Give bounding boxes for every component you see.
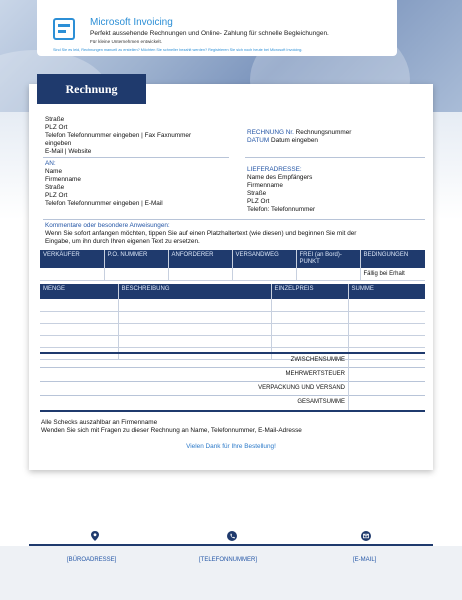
description-cell[interactable] xyxy=(118,323,271,335)
total-cell[interactable] xyxy=(348,323,425,335)
to-street[interactable]: Straße xyxy=(45,184,65,191)
terms-cell[interactable]: Fällig bei Erhalt xyxy=(360,268,425,280)
order-info-table xyxy=(40,250,425,281)
unit-price-cell[interactable] xyxy=(271,311,348,323)
ship-label: LIEFERADRESSE: xyxy=(247,166,302,173)
ship-phone[interactable]: Telefon: Telefonnummer xyxy=(247,206,316,213)
total-cell[interactable] xyxy=(348,299,425,311)
invoice-number-label: RECHNUNG Nr. xyxy=(247,129,294,136)
description-cell[interactable] xyxy=(118,335,271,347)
brand-tagline: Perfekt aussehende Rechnungen und Online- Zahlung für schnelle Begleichungen. xyxy=(90,30,329,37)
totals-column-divider xyxy=(348,355,349,411)
total-cell[interactable] xyxy=(348,311,425,323)
table-row xyxy=(40,268,425,280)
tax-label: MEHRWERTSTEUER xyxy=(285,371,345,377)
totals-bottom-divider xyxy=(40,410,425,412)
email-icon xyxy=(361,531,371,541)
order-header-row xyxy=(40,250,425,268)
divider xyxy=(245,157,425,158)
invoice-number-row xyxy=(247,129,351,137)
comments-line-1[interactable]: Wenn Sie sofort anfangen möchten, tippen Sie auf einen Platzhaltertext (wie diesen) und beginnen Sie mit der xyxy=(45,230,357,237)
seller-cell[interactable] xyxy=(40,268,104,280)
items-header-row xyxy=(40,284,425,299)
ship-street[interactable]: Straße xyxy=(247,190,267,197)
to-name[interactable]: Name xyxy=(45,168,63,175)
shipping-method-cell[interactable] xyxy=(232,268,296,280)
brand-name: Microsoft Invoicing xyxy=(90,17,173,28)
header-unit-price: EINZELPREIS xyxy=(271,284,348,299)
thank-you-message: Vielen Dank für Ihre Bestellung! xyxy=(186,443,276,450)
footer-divider xyxy=(29,544,433,546)
quantity-cell[interactable] xyxy=(40,323,118,335)
items-table xyxy=(40,284,425,360)
ship-company[interactable]: Firmenname xyxy=(247,182,283,189)
header-shipping-method: VERSANDWEG xyxy=(232,250,296,268)
comments-label: Kommentare oder besondere Anweisungen: xyxy=(45,222,170,229)
divider xyxy=(40,395,425,396)
table-row xyxy=(40,311,425,323)
footer-phone[interactable]: [TELEFONNUMMER] xyxy=(199,557,258,563)
unit-price-cell[interactable] xyxy=(271,335,348,347)
location-pin-icon xyxy=(90,531,100,541)
to-phone[interactable]: Telefon Telefonnummer eingeben | E-Mail xyxy=(45,200,163,207)
unit-price-cell[interactable] xyxy=(271,323,348,335)
to-company[interactable]: Firmenname xyxy=(45,176,81,183)
table-row xyxy=(40,323,425,335)
quantity-cell[interactable] xyxy=(40,311,118,323)
divider xyxy=(43,157,229,158)
subtotal-label: ZWISCHENSUMME xyxy=(290,357,345,363)
table-row xyxy=(40,335,425,347)
sender-city[interactable]: PLZ Ort xyxy=(45,124,68,131)
sender-street[interactable]: Straße xyxy=(45,116,65,123)
po-number-cell[interactable] xyxy=(104,268,168,280)
grand-total-label: GESAMTSUMME xyxy=(297,399,345,405)
divider xyxy=(43,219,425,220)
to-city[interactable]: PLZ Ort xyxy=(45,192,68,199)
ship-city[interactable]: PLZ Ort xyxy=(247,198,270,205)
payable-note[interactable]: Alle Schecks auszahlbar an Firmenname xyxy=(41,419,158,426)
totals-divider xyxy=(40,352,425,354)
footer-address[interactable]: [BÜROADRESSE] xyxy=(67,557,117,563)
quantity-cell[interactable] xyxy=(40,335,118,347)
divider xyxy=(40,381,425,382)
header-seller: VERKÄUFER xyxy=(40,250,104,268)
invoice-date-row xyxy=(247,137,318,145)
description-cell[interactable] xyxy=(118,311,271,323)
header-total: SUMME xyxy=(348,284,425,299)
sender-web[interactable]: E-Mail | Website xyxy=(45,148,92,155)
footer-email[interactable]: [E-MAIL] xyxy=(353,557,377,563)
invoice-date-label: DATUM xyxy=(247,137,270,144)
description-cell[interactable] xyxy=(118,299,271,311)
header-fob-point: FREI (an Bord)-PUNKT xyxy=(296,250,360,268)
total-cell[interactable] xyxy=(348,335,425,347)
brand-subtitle: Für kleine Unternehmen entwickelt. xyxy=(90,39,163,44)
sender-phone-cont[interactable]: eingeben xyxy=(45,140,72,147)
invoice-title: Rechnung xyxy=(37,74,146,104)
unit-price-cell[interactable] xyxy=(271,299,348,311)
header-requester: ANFORDERER xyxy=(168,250,232,268)
header-quantity: MENGE xyxy=(40,284,118,299)
invoice-number-value[interactable]: Rechnungsnummer xyxy=(295,129,352,136)
quantity-cell[interactable] xyxy=(40,299,118,311)
divider xyxy=(40,367,425,368)
header-terms: BEDINGUNGEN xyxy=(360,250,425,268)
invoice-date-value[interactable]: Datum eingeben xyxy=(271,137,318,144)
phone-icon xyxy=(227,531,237,541)
comments-line-2[interactable]: Eingabe, um ihn durch Ihren eigenen Text zu ersetzen. xyxy=(45,238,200,245)
contact-note[interactable]: Wenden Sie sich mit Fragen zu dieser Rechnung an Name, Telefonnummer, E-Mail-Adresse xyxy=(41,427,302,434)
to-label: AN: xyxy=(45,160,56,167)
sender-phone[interactable]: Telefon Telefonnummer eingeben | Fax Faxnummer xyxy=(45,132,192,139)
ship-name[interactable]: Name des Empfängers xyxy=(247,174,313,181)
promo-text: Sind Sie es leid, Rechnungen manuell zu erstellen? Möchten Sie schneller bezahlt werden? Registrieren Sie sich noch heute bei Microsoft Invoicing. xyxy=(53,48,303,52)
invoice-logo-icon xyxy=(53,18,75,40)
table-row xyxy=(40,299,425,311)
header-po-number: P.O. NUMMER xyxy=(104,250,168,268)
footer-background xyxy=(0,546,462,600)
requester-cell[interactable] xyxy=(168,268,232,280)
header-description: BESCHREIBUNG xyxy=(118,284,271,299)
fob-point-cell[interactable] xyxy=(296,268,360,280)
shipping-label: VERPACKUNG UND VERSAND xyxy=(258,385,345,391)
